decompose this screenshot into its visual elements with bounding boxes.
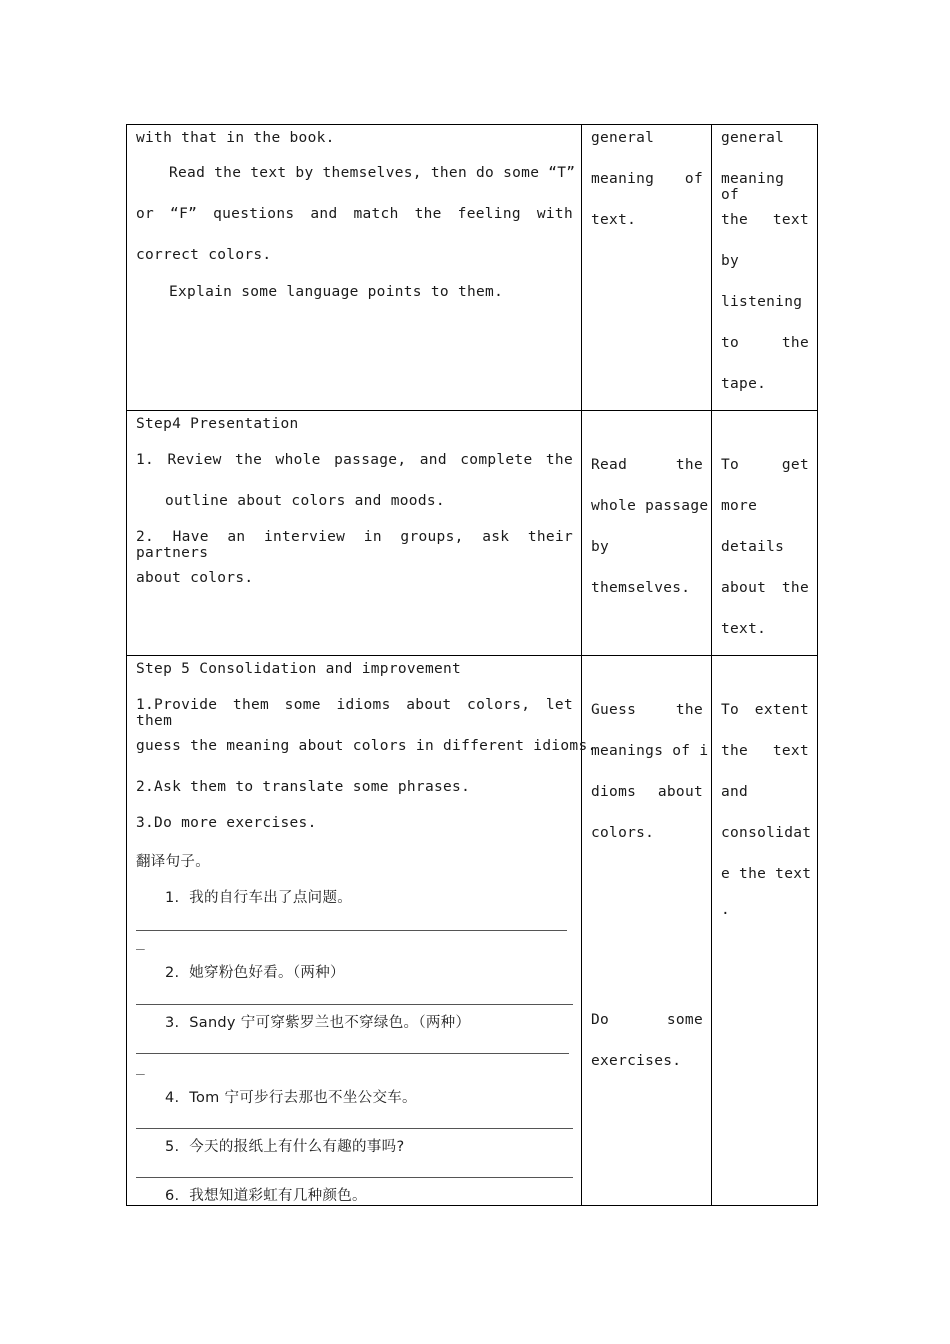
text-line: 1.Provide them some idioms about colors, let them (136, 697, 573, 729)
translate-title: 翻译句子。 (136, 854, 210, 870)
procedure-cell (127, 125, 582, 411)
text-line: e the text (721, 866, 812, 882)
text-line: general (721, 130, 785, 146)
answer-line (136, 930, 567, 931)
text-line: 1. Review the whole passage, and complete the (136, 452, 573, 468)
text-line: with that in the book. (136, 130, 335, 146)
text-line: more (721, 498, 758, 514)
answer-line (136, 1177, 573, 1178)
sentence-item: 1. 我的自行车出了点问题。 (165, 890, 353, 906)
sentence-item: 4. Tom 宁可步行去那也不坐公交车。 (165, 1090, 417, 1106)
text-line: themselves. (591, 580, 691, 596)
text-line: To get (721, 457, 809, 473)
text-line: 3.Do more exercises. (136, 815, 317, 831)
student-activity-cell (582, 411, 712, 656)
text-line: the text (721, 743, 809, 759)
text-line: consolidat (721, 825, 812, 841)
answer-line (136, 1128, 573, 1129)
purpose-cell (712, 656, 818, 1206)
student-activity-cell (582, 656, 712, 1206)
text-line: To extent (721, 702, 809, 718)
step-heading: Step 5 Consolidation and improvement (136, 661, 462, 677)
student-activity-cell (582, 125, 712, 411)
text-line: whole passage (591, 498, 709, 514)
text-line: Explain some language points to them. (169, 284, 504, 300)
sentence-item: 6. 我想知道彩虹有几种颜色。 (165, 1188, 367, 1204)
text-line: listening (721, 294, 803, 310)
text-line: meaning of (591, 171, 703, 187)
text-line: by (591, 539, 610, 555)
text-line: details (721, 539, 785, 555)
procedure-cell (127, 411, 582, 656)
table-row (127, 656, 818, 1206)
text-line: exercises. (591, 1053, 682, 1069)
text-line: and (721, 784, 749, 800)
text-line: Read the text by themselves, then do some “T” (169, 165, 576, 181)
answer-line (136, 1004, 573, 1005)
text-line: general (591, 130, 655, 146)
text-line: Read the (591, 457, 703, 473)
text-line: meanings of i (591, 743, 709, 759)
text-line: meaning of (721, 171, 785, 203)
sentence-item: 5. 今天的报纸上有什么有趣的事吗? (165, 1139, 405, 1155)
text-line: text. (591, 212, 637, 228)
text-line: 2. Have an interview in groups, ask their partners (136, 529, 573, 561)
text-line: text. (721, 621, 767, 637)
lesson-plan-table (126, 124, 818, 1206)
text-line: 2.Ask them to translate some phrases. (136, 779, 471, 795)
purpose-cell (712, 411, 818, 656)
text-line: about colors. (136, 570, 254, 586)
text-line: outline about colors and moods. (165, 493, 445, 509)
text-line: about the (721, 580, 809, 596)
text-line: correct colors. (136, 247, 272, 263)
text-line: . (721, 902, 731, 918)
text-line: Guess the (591, 702, 703, 718)
text-line: dioms about (591, 784, 703, 800)
text-line: tape. (721, 376, 767, 392)
sentence-item: 3. Sandy 宁可穿紫罗兰也不穿绿色。（两种） (165, 1015, 471, 1031)
text-line: to the (721, 335, 809, 351)
text-line: colors. (591, 825, 655, 841)
dash: _ (136, 1059, 146, 1075)
text-line: or “F” questions and match the feeling with (136, 206, 573, 222)
answer-line (136, 1053, 569, 1054)
table-row (127, 411, 818, 656)
text-line: Do some (591, 1012, 703, 1028)
purpose-cell (712, 125, 818, 411)
dash: _ (136, 934, 146, 950)
procedure-cell (127, 656, 597, 1206)
table-row (127, 125, 818, 411)
text-line: guess the meaning about colors in different idioms. (136, 738, 597, 754)
text-line: the text (721, 212, 809, 228)
text-line: by (721, 253, 740, 269)
sentence-item: 2. 她穿粉色好看。（两种） (165, 965, 345, 981)
step-heading: Step4 Presentation (136, 416, 299, 432)
